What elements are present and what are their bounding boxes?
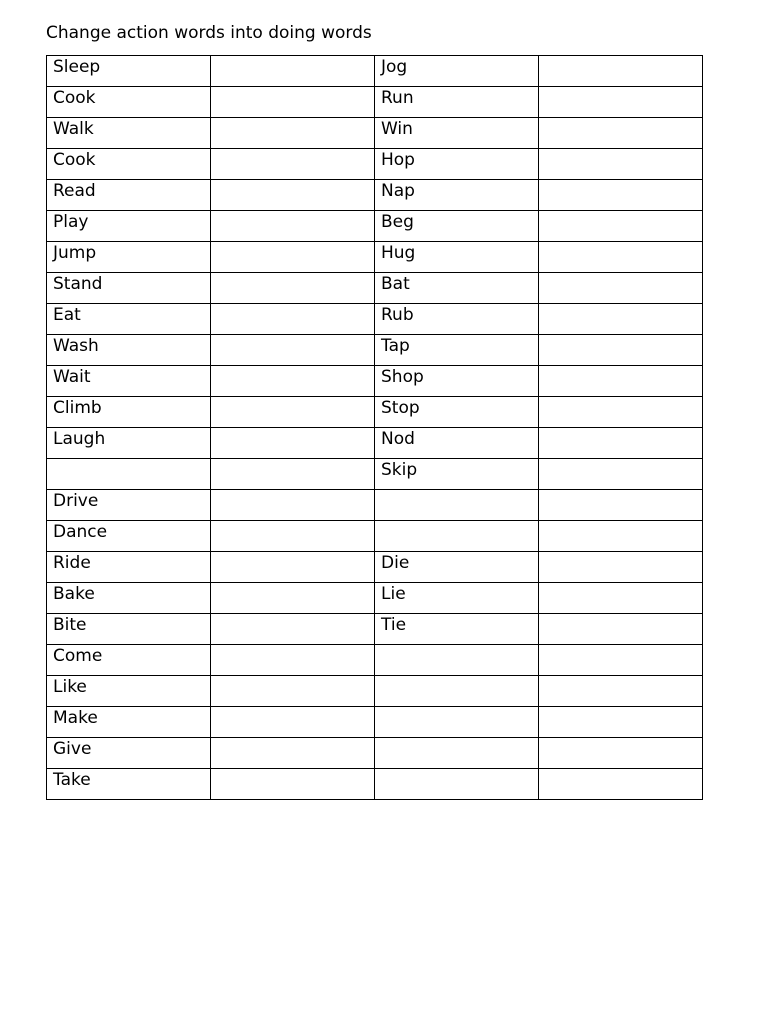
answer-cell[interactable] [539,273,703,304]
answer-cell[interactable] [539,769,703,800]
table-row [47,645,703,676]
answer-cell[interactable] [539,335,703,366]
table-row [47,118,703,149]
answer-cell[interactable] [211,645,375,676]
action-word-cell: Give [47,738,211,769]
answer-cell[interactable] [211,149,375,180]
answer-cell[interactable] [539,583,703,614]
answer-cell[interactable] [211,552,375,583]
action-word-cell: Play [47,211,211,242]
action-word-cell: Nod [375,428,539,459]
action-word-cell [375,738,539,769]
table-row [47,521,703,552]
table-row [47,56,703,87]
answer-cell[interactable] [211,87,375,118]
action-word-cell: Take [47,769,211,800]
action-word-cell: Bake [47,583,211,614]
answer-cell[interactable] [211,56,375,87]
table-row [47,552,703,583]
action-word-cell: Tie [375,614,539,645]
action-word-cell: Read [47,180,211,211]
table-row [47,149,703,180]
table-row [47,397,703,428]
action-word-cell: Hop [375,149,539,180]
table-row [47,490,703,521]
table-row [47,459,703,490]
table-row [47,273,703,304]
answer-cell[interactable] [211,304,375,335]
table-row [47,707,703,738]
answer-cell[interactable] [539,56,703,87]
answer-cell[interactable] [211,614,375,645]
table-row [47,738,703,769]
action-word-cell [375,521,539,552]
answer-cell[interactable] [539,397,703,428]
action-word-cell: Shop [375,366,539,397]
answer-cell[interactable] [539,149,703,180]
action-word-cell [375,645,539,676]
action-word-cell: Nap [375,180,539,211]
answer-cell[interactable] [211,459,375,490]
answer-cell[interactable] [539,242,703,273]
action-word-cell: Skip [375,459,539,490]
worksheet-title: Change action words into doing words [46,23,372,43]
action-word-cell: Climb [47,397,211,428]
table-row [47,87,703,118]
action-word-cell: Come [47,645,211,676]
answer-cell[interactable] [211,738,375,769]
answer-cell[interactable] [211,521,375,552]
action-word-cell: Tap [375,335,539,366]
action-word-cell: Run [375,87,539,118]
word-table-body [47,56,703,800]
action-word-cell [375,707,539,738]
answer-cell[interactable] [539,211,703,242]
answer-cell[interactable] [211,769,375,800]
table-row [47,676,703,707]
answer-cell[interactable] [539,614,703,645]
table-row [47,304,703,335]
action-word-cell: Lie [375,583,539,614]
action-word-cell: Rub [375,304,539,335]
action-word-cell: Cook [47,149,211,180]
action-word-cell: Beg [375,211,539,242]
answer-cell[interactable] [539,552,703,583]
action-word-cell: Make [47,707,211,738]
action-word-cell [47,459,211,490]
answer-cell[interactable] [211,273,375,304]
action-word-cell: Bite [47,614,211,645]
action-word-cell: Laugh [47,428,211,459]
answer-cell[interactable] [211,366,375,397]
action-word-cell: Cook [47,87,211,118]
answer-cell[interactable] [211,335,375,366]
action-word-cell [375,490,539,521]
answer-cell[interactable] [539,180,703,211]
action-word-cell: Ride [47,552,211,583]
action-word-cell: Stop [375,397,539,428]
table-row [47,335,703,366]
answer-cell[interactable] [211,707,375,738]
table-row [47,428,703,459]
answer-cell[interactable] [539,738,703,769]
answer-cell[interactable] [211,397,375,428]
table-row [47,583,703,614]
action-word-cell: Wash [47,335,211,366]
action-word-cell: Stand [47,273,211,304]
action-word-cell: Bat [375,273,539,304]
action-word-cell: Wait [47,366,211,397]
answer-cell[interactable] [211,676,375,707]
table-row [47,769,703,800]
action-word-cell [375,676,539,707]
action-word-cell: Sleep [47,56,211,87]
table-row [47,242,703,273]
answer-cell[interactable] [539,521,703,552]
action-word-cell: Hug [375,242,539,273]
answer-cell[interactable] [211,180,375,211]
word-table [46,55,703,800]
answer-cell[interactable] [211,583,375,614]
action-word-cell: Die [375,552,539,583]
table-row [47,180,703,211]
action-word-cell: Win [375,118,539,149]
answer-cell[interactable] [539,366,703,397]
answer-cell[interactable] [539,428,703,459]
answer-cell[interactable] [211,428,375,459]
answer-cell[interactable] [539,304,703,335]
answer-cell[interactable] [539,645,703,676]
table-row [47,614,703,645]
action-word-cell: Dance [47,521,211,552]
answer-cell[interactable] [539,490,703,521]
answer-cell[interactable] [539,459,703,490]
action-word-cell: Jump [47,242,211,273]
answer-cell[interactable] [211,118,375,149]
answer-cell[interactable] [539,676,703,707]
action-word-cell: Drive [47,490,211,521]
action-word-cell: Jog [375,56,539,87]
answer-cell[interactable] [539,87,703,118]
action-word-cell: Walk [47,118,211,149]
answer-cell[interactable] [211,242,375,273]
table-row [47,211,703,242]
action-word-cell: Eat [47,304,211,335]
action-word-cell: Like [47,676,211,707]
answer-cell[interactable] [539,707,703,738]
answer-cell[interactable] [539,118,703,149]
action-word-cell [375,769,539,800]
table-row [47,366,703,397]
answer-cell[interactable] [211,211,375,242]
answer-cell[interactable] [211,490,375,521]
